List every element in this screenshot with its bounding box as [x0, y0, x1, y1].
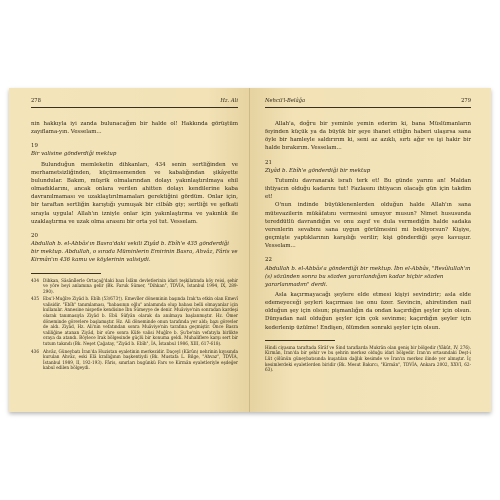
section-22-body: Asla kaçırmayacağı şeylere elde etmesi kişiyi sevindirir; asla elde edemeyeceği şeyleri kaçırması ise onu üzer. Sevincin, ahiretinden nail olduğun şey için olsun; pişmanlığın da ondan kaçırdığın şeyler için olsun. Dünyadan nail olduğun şeyler için çok sevinme; kaçırdığın şeyler için kederlenip üzülme! Endişen, ölümden sonraki şeyler için olsun.	[265, 291, 471, 331]
open-book	[9, 88, 491, 412]
section-22-number: 22	[265, 257, 272, 264]
footnote-continuation: Hindi ciyasına taraftada Sîrâf ve Sind taraflarda Mukrân olan geniş bir bölgedir (Yâkût, IV, 276). Kirmân, İran'da bir şehir ve bu şehrin merkez olduğu idari bölgedir. İran'ın ortasındaki Deşt-i Lût çölünün güneybatısında kuşatılan dağlık kesimde ve İran'ın merkez ilinde yer almıştır. İç kesimlerdeki eyaletlerden biridir (Bk. Mesut Bakırcı, "Kirmân", TDVİA, Ankara 2002, XXVI, 62-63).	[265, 344, 471, 373]
footnote-434	[31, 278, 238, 295]
section-20-number: 20	[31, 232, 38, 239]
footnote-435	[31, 296, 238, 346]
left-running-head: Hz. Ali	[220, 98, 238, 104]
right-footnotes	[265, 340, 471, 373]
left-page-header	[31, 97, 238, 106]
right-page-header	[265, 97, 471, 106]
right-page	[250, 88, 491, 412]
section-19-body: Bulunduğun memleketin dihkanları, 434 senin sertliğinden ve merhametsizliğinden, küçümsemenden ve kabalığından şikâyette bulundular. Bakım, müşrik olmalarından dolayı yakınlaştırılmaya ehil olmadıklarını, ancak onlara verilen ahitten dolayı kendilerine kaba davranılmaması ve uzaklaştırılmamaları gerektiğini gördüm. Onlar için, bir taraftan sertliğin karıştığı yumuşak bir cilbâb giy; sertliği ve şefkati sırayla uygula! Allah'ın izniyle onlar için yakınlaştırma ve yakınlık ile uzaklaştırma ve uzak olma arasını bir orta yol tut. Vesselam.	[31, 161, 238, 225]
right-opening-paragraph: Allah'a, doğru bir yeminle yemin ederim ki, bana Müslümanların feyinden küçük ya da büyük bir şeye ihanet ettiğin haberi ulaşırsa sana öyle bir hamleyle saldırırım ki, seni az azıklı, sırtı ağır ve işi hakir bir halde bırakırım. Vesselam...	[265, 121, 471, 152]
footnote-text: Dihkan, Sâsânîlerle Ortaçağ'daki bazı İslâm devletlerinin idari teşkilatında köy reisi, şehir ve yöre beyi anlamına gelir (Bk. Faruk Sümer, "Dihkan", TDVİA, İstanbul 1994, IX, 289-290).	[43, 277, 238, 294]
right-page-number: 279	[461, 98, 471, 104]
right-header-rule	[265, 107, 471, 108]
section-20-title: Abdullah b. el-Abbâs'ın Basra'daki vekili Ziyâd b. Ebîh'e 435 gönderdiği bir mektup. Abdullah, o sırada Müminlerin Emirinin Basra, Ahvâz, Fâris ve Kirmân'ın 436 kamu ve köylerinin valisiydi.	[31, 241, 238, 264]
left-footnotes	[31, 273, 238, 372]
footnote-text: Ebu'l-Muğîre Ziyâd b. Ebîh (53/673†). Emevîler döneminin başında Irak'ta etkin olan Emevî valisidir. "Ebîh" tanımlaması, "babasının oğlu" anlamında olup babası belli olmayanlar için kullanılır. Annesine nispetle kendisine İbn Sümeyye de denir. Muâviye'nin sonradan kardeşi olarak tanımasıyla Ziyâd b. Ebû Süfyân olarak da anılmaya başlanmıştır. Hz. Ömer döneminde görevlere başlamıştır. Hz. Ali döneminde onun tarafında yer aldı; bazı görevler de aldı. Ziyâd, Hz. Ali'nin vefatından sonra Muâviye'nin tarafına geçmiştir. Önce Basra valiliğine atanan Ziyâd, bir süre sonra Kûfe valisi Muğîre b. Şu'be'nin vefatıyla birlikte oraya da atandı. Böylece Irak bölgesinde güçlü bir konuma geldi. Muhaliflere karşı sert bir tutum takındı (Bk. Neşet Çağatay, "Ziyâd b. Ebîh", İA, İstanbul 1986, XIII, 617-618).	[43, 296, 238, 347]
section-19-title: Bir valisine gönderdiği mektup	[31, 151, 117, 158]
left-header-rule	[31, 107, 238, 108]
right-footnote-rule	[265, 340, 335, 341]
footnote-number: 434	[31, 277, 39, 283]
right-running-head: Nehcü'l-Belâğa	[265, 98, 306, 104]
section-22-title: Abdullah b. el-Abbâs'a gönderdiği bir mektup. İbn el-Abbâs, "Resûlullah'ın (s) sözünden sonra bu sözden yararlandığım kadar hiçbir sözden yararlanmadım" derdi.	[265, 265, 471, 288]
left-page	[9, 88, 250, 412]
footnote-436	[31, 349, 238, 371]
footnote-text: Ahvâz, Güneybatı İran'da Huzistan eyaletinin merkezidir. Daçeyl (Kârûn) nehrinin kıyısında kurulan Ahvâz, eski Elâ krallığının başkentiydi (Bk. Mustafa L. Bilge, "Ahvaz", TDVİA, İstanbul 1989, II, 192-193). Fâris, sınırları bugünkü Fars ve Kirmân eyaletleriyle eşdeğer kabul edilen bölgeydi.	[43, 348, 238, 371]
left-footnote-rule	[31, 273, 101, 274]
left-page-number: 278	[31, 98, 41, 104]
section-21-paragraph-1: Tutumlu davranarak israfı terk et! Bu günde yarını an! Maldan ihtiyacın olduğu kadarını tut! Fazlasını ihtiyacın olacağı gün için takdim et!	[265, 177, 471, 201]
footnote-number: 435	[31, 296, 39, 302]
section-21-number: 21	[265, 159, 272, 166]
section-21-title: Ziyâd b. Ebîh'e gönderdiği bir mektup	[265, 167, 371, 174]
section-21-paragraph-2: O'nun indinde büyüklenenlerden olduğun halde Allah'ın sana mütevazilerin mükâfatını vermesini umuyor musun? Nimet hususunda tereddütlü davrandığın ve onu zayıf ve dula vermediğin halde sadaka verenlerin sevabını sana uygun görülmesini mi bekliyorsun? Kişiye, geçmişte yaptıklarının karşılığı verilir; kişi gönderdiği şeye kavuşur. Vesselam...	[265, 202, 471, 250]
footnote-number: 436	[31, 348, 39, 354]
left-opening-paragraph: nin hakkıyla iyi zanda bulunacağım bir halde ol! Hakkında görüştüm zayıflama-yın. Vesselam...	[31, 121, 238, 136]
section-19-number: 19	[31, 143, 38, 150]
